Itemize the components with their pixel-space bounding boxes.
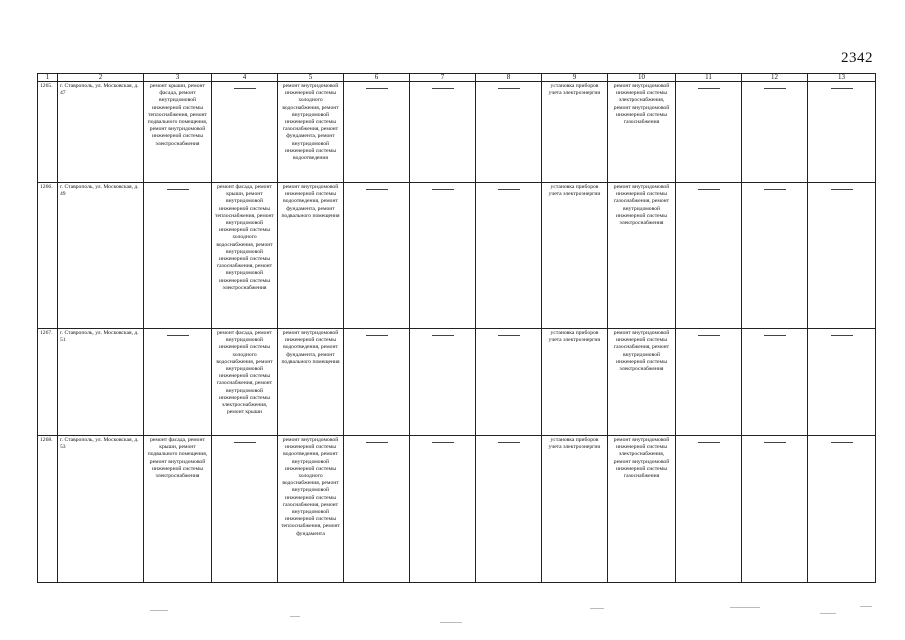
- row-number: 1268.: [38, 436, 58, 583]
- empty-dash: [698, 335, 720, 336]
- column-number-1: 1: [38, 74, 58, 82]
- row-number: 1266.: [38, 183, 58, 329]
- works-cell: установка приборов учета электроэнергии: [542, 436, 608, 583]
- empty-dash: [366, 88, 388, 89]
- empty-cell: [676, 436, 742, 583]
- empty-dash: [498, 442, 520, 443]
- empty-dash: [764, 88, 786, 89]
- works-cell: установка приборов учета электроэнергии: [542, 183, 608, 329]
- empty-dash: [698, 88, 720, 89]
- empty-cell: [742, 82, 808, 183]
- empty-cell: [676, 183, 742, 329]
- row-number: 1265.: [38, 82, 58, 183]
- empty-dash: [764, 335, 786, 336]
- empty-dash: [366, 442, 388, 443]
- empty-cell: [742, 329, 808, 436]
- column-number-5: 5: [278, 74, 344, 82]
- column-number-2: 2: [58, 74, 144, 82]
- works-cell: ремонт внутридомовой инженерной системы электроснабжения, ремонт внутридомовой инженерной системы газоснабжения: [608, 82, 676, 183]
- address-cell: г. Ставрополь, ул. Московская, д. 53: [58, 436, 144, 583]
- empty-dash: [831, 335, 853, 336]
- empty-dash: [234, 442, 256, 443]
- empty-dash: [432, 442, 454, 443]
- row-number: 1267.: [38, 329, 58, 436]
- works-cell: [144, 329, 212, 436]
- empty-dash: [498, 88, 520, 89]
- empty-dash: [432, 335, 454, 336]
- column-number-row: [38, 74, 876, 82]
- works-cell: ремонт внутридомовой инженерной системы холодного водоснабжения, ремонт внутридомовой инженерной системы газоснабжения, ремонт фундамента, ремонт внутридомовой инженерной системы водоотведения: [278, 82, 344, 183]
- empty-cell: [476, 329, 542, 436]
- empty-dash: [432, 189, 454, 190]
- column-number-10: 10: [608, 74, 676, 82]
- address-cell: г. Ставрополь, ул. Московская, д. 51: [58, 329, 144, 436]
- works-cell: ремонт фасада, ремонт крыши, ремонт внутридомовой инженерной системы теплоснабжения, ремонт внутридомовой инженерной системы холодного водоснабжения, ремонт внутридомовой инженерной системы газоснабжения, ремонт внутридомовой инженерной системы электроснабжения: [212, 183, 278, 329]
- empty-cell: [410, 183, 476, 329]
- address-cell: г. Ставрополь, ул. Московская, д. 49: [58, 183, 144, 329]
- page-number: 2342: [841, 50, 873, 66]
- empty-dash: [498, 189, 520, 190]
- works-cell: установка приборов учета электроэнергии: [542, 82, 608, 183]
- works-cell: [212, 82, 278, 183]
- column-number-12: 12: [742, 74, 808, 82]
- empty-cell: [344, 183, 410, 329]
- empty-cell: [808, 82, 876, 183]
- empty-cell: [476, 82, 542, 183]
- table-row: [38, 82, 876, 183]
- empty-dash: [366, 189, 388, 190]
- empty-dash: [366, 335, 388, 336]
- empty-dash: [698, 442, 720, 443]
- empty-cell: [808, 436, 876, 583]
- table-row: [38, 329, 876, 436]
- empty-dash: [432, 88, 454, 89]
- table-row: [38, 436, 876, 583]
- works-cell: ремонт фасада, ремонт внутридомовой инженерной системы холодного водоснабжения, ремонт внутридомовой инженерной системы газоснабжения, ремонт внутридомовой инженерной системы электроснабжения, ремонт крыши: [212, 329, 278, 436]
- empty-cell: [476, 183, 542, 329]
- empty-dash: [831, 442, 853, 443]
- works-cell: ремонт фасада, ремонт крыши, ремонт подвального помещения, ремонт внутридомовой инженерной системы электроснабжения: [144, 436, 212, 583]
- column-number-3: 3: [144, 74, 212, 82]
- works-cell: ремонт внутридомовой инженерной системы водоотведения, ремонт фундамента, ремонт подвального помещения: [278, 329, 344, 436]
- empty-cell: [808, 329, 876, 436]
- address-cell: г. Ставрополь, ул. Московская, д. 47: [58, 82, 144, 183]
- empty-cell: [410, 329, 476, 436]
- works-cell: ремонт внутридомовой инженерной системы электроснабжения, ремонт внутридомовой инженерной системы газоснабжения: [608, 436, 676, 583]
- empty-cell: [676, 329, 742, 436]
- empty-dash: [498, 335, 520, 336]
- column-number-9: 9: [542, 74, 608, 82]
- empty-dash: [831, 88, 853, 89]
- column-number-11: 11: [676, 74, 742, 82]
- works-cell: ремонт внутридомовой инженерной системы водоотведения, ремонт фундамента, ремонт подвального помещения: [278, 183, 344, 329]
- works-cell: [144, 183, 212, 329]
- works-cell: ремонт крыши, ремонт фасада, ремонт внутридомовой инженерной системы теплоснабжения, ремонт подвального помещения, ремонт внутридомовой инженерной системы электроснабжения: [144, 82, 212, 183]
- works-cell: ремонт внутридомовой инженерной системы водоотведения, ремонт внутридомовой инженерной системы холодного водоснабжения, ремонт внутридомовой инженерной системы газоснабжения, ремонт внутридомовой инженерной системы теплоснабжения, ремонт фундамента: [278, 436, 344, 583]
- empty-dash: [234, 88, 256, 89]
- empty-dash: [698, 189, 720, 190]
- works-cell: ремонт внутридомовой инженерной системы газоснабжения, ремонт внутридомовой инженерной системы электроснабжения: [608, 329, 676, 436]
- repair-schedule-table: [37, 73, 876, 583]
- works-cell: [212, 436, 278, 583]
- empty-dash: [167, 335, 189, 336]
- empty-cell: [476, 436, 542, 583]
- scan-artifacts: [30, 604, 890, 634]
- empty-dash: [764, 189, 786, 190]
- empty-cell: [742, 183, 808, 329]
- empty-cell: [344, 436, 410, 583]
- column-number-13: 13: [808, 74, 876, 82]
- empty-dash: [831, 189, 853, 190]
- empty-dash: [167, 189, 189, 190]
- table-row: [38, 183, 876, 329]
- empty-cell: [344, 329, 410, 436]
- column-number-6: 6: [344, 74, 410, 82]
- column-number-7: 7: [410, 74, 476, 82]
- column-number-8: 8: [476, 74, 542, 82]
- empty-cell: [344, 82, 410, 183]
- empty-cell: [742, 436, 808, 583]
- column-number-4: 4: [212, 74, 278, 82]
- empty-dash: [764, 442, 786, 443]
- works-cell: установка приборов учета электроэнергии: [542, 329, 608, 436]
- empty-cell: [676, 82, 742, 183]
- empty-cell: [410, 82, 476, 183]
- empty-cell: [410, 436, 476, 583]
- works-cell: ремонт внутридомовой инженерной системы газоснабжения, ремонт внутридомовой инженерной системы электроснабжения: [608, 183, 676, 329]
- empty-cell: [808, 183, 876, 329]
